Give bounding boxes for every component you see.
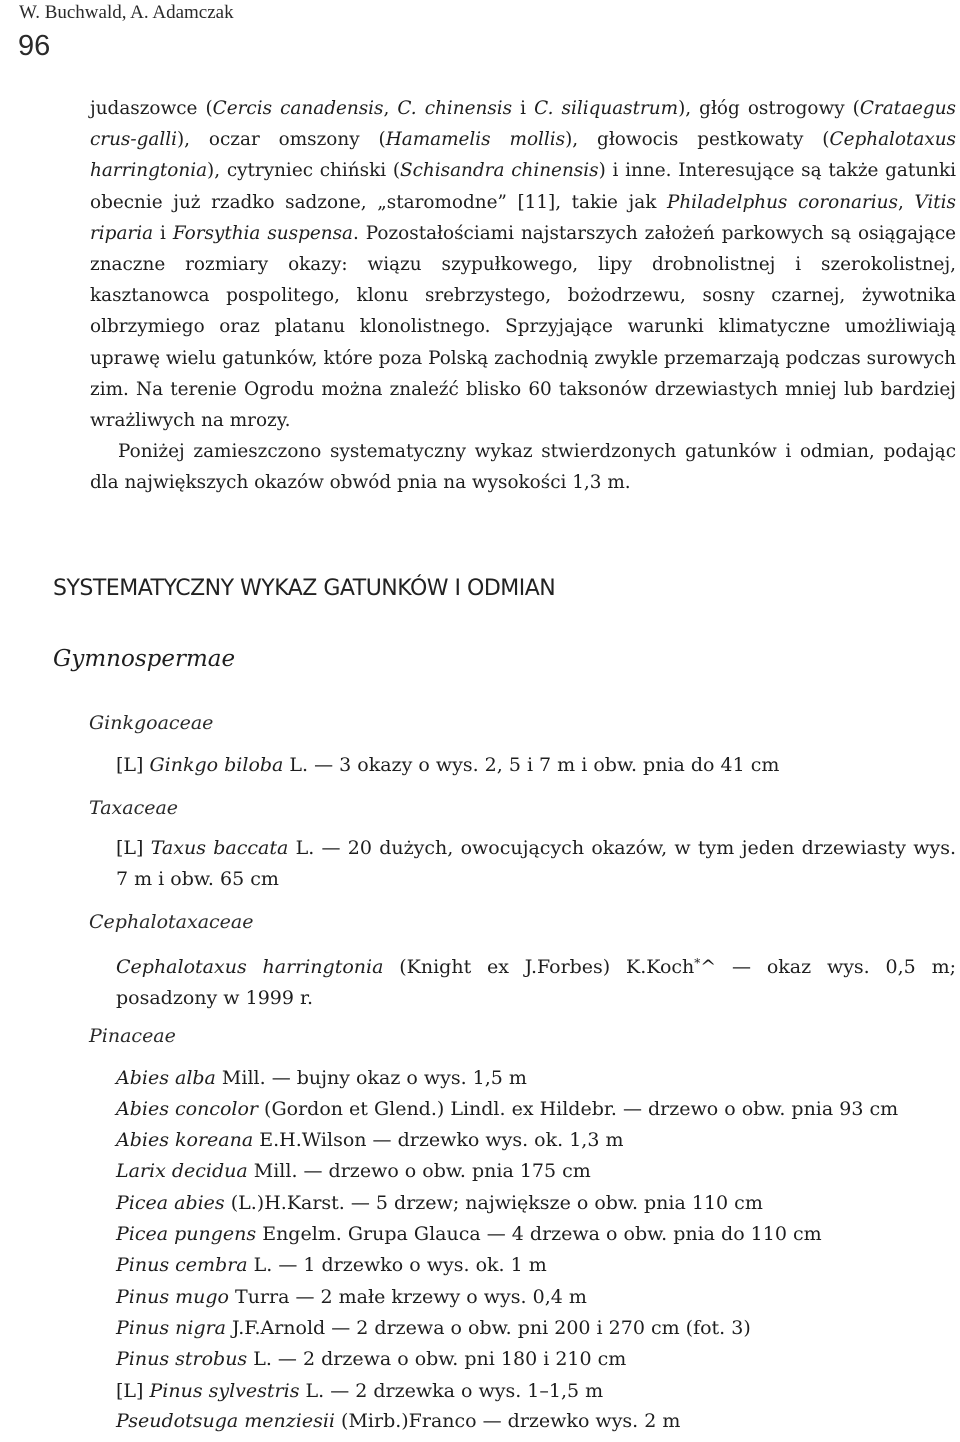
species-entry: Pseudotsuga menziesii (Mirb.)Franco — drzewko wys. 2 m [116,1410,681,1432]
page-number: 96 [18,30,51,62]
species-entry: [L] Ginkgo biloba L. — 3 okazy o wys. 2, 5 i 7 m i obw. pnia do 41 cm [116,754,780,776]
species-entry: Pinus cembra L. — 1 drzewko o wys. ok. 1 m [116,1254,547,1276]
species-entry: Picea pungens Engelm. Grupa Glauca — 4 drzewa o obw. pnia do 110 cm [116,1223,822,1245]
intro-text [90,93,956,499]
running-head: W. Buchwald, A. Adamczak [19,2,234,23]
species-entry: Abies koreana E.H.Wilson — drzewko wys. ok. 1,3 m [116,1129,624,1151]
intro-paragraph-1: judaszowce (Cercis canadensis, C. chinensis i C. siliquastrum), głóg ostrogowy (Crataegus crus-galli), oczar omszony (Hamamelis mollis), głowocis pestkowaty (Cephalotaxus harringtonia), cytryniec chiński (Schisandra chinensis) i inne. Interesujące są także gatunki obecnie już rzadko sadzone, „staromodne” [11], takie jak Philadelphus coronarius, Vitis riparia i Forsythia suspensa. Pozostałościami najstarszych założeń parkowych są osiągające znaczne rozmiary okazy: wiązu szypułkowego, lipy drobnolistnej i szerokolistnej, kasztanowca pospolitego, klonu srebrzystego, bożodrzewu, sosny czarnej, żywotnika olbrzymiego oraz platanu klonolistnego. Sprzyjające warunki klimatyczne umożliwiają uprawę wielu gatunków, które poza Polską zachodnią zwykle przemarzają podczas surowych zim. Na terenie Ogrodu można znaleźć blisko 60 taksonów drzewiastych mniej lub bardziej wrażliwych na mrozy. [90,98,957,432]
species-entry: [L] Pinus sylvestris L. — 2 drzewka o wys. 1–1,5 m [116,1380,604,1402]
family-heading-cephalotaxaceae: Cephalotaxaceae [89,911,254,933]
group-title: Gymnospermae [53,646,236,672]
species-entry: Pinus strobus L. — 2 drzewa o obw. pni 180 i 210 cm [116,1348,627,1370]
species-entry: Picea abies (L.)H.Karst. — 5 drzew; największe o obw. pnia 110 cm [116,1192,763,1214]
family-heading-pinaceae: Pinaceae [89,1025,176,1047]
species-entry: [L] Taxus baccata L. — 20 dużych, owocujących okazów, w tym jeden drzewiasty wys. 7 m i obw. 65 cm [116,837,956,891]
species-entry: Abies concolor (Gordon et Glend.) Lindl. ex Hildebr. — drzewo o obw. pnia 93 cm [116,1098,899,1120]
section-title: SYSTEMATYCZNY WYKAZ GATUNKÓW I ODMIAN [53,576,556,601]
species-entry: Larix decidua Mill. — drzewo o obw. pnia 175 cm [116,1160,591,1182]
species-entry: Pinus nigra J.F.Arnold — 2 drzewa o obw. pni 200 i 270 cm (fot. 3) [116,1317,751,1339]
family-heading-ginkgoaceae: Ginkgoaceae [89,712,214,734]
species-entry: Cephalotaxus harringtonia (Knight ex J.Forbes) K.Koch*^ — okaz wys. 0,5 m; posadzony w 1999 r. [116,956,956,1010]
species-entry: Abies alba Mill. — bujny okaz o wys. 1,5 m [116,1067,527,1089]
family-heading-taxaceae: Taxaceae [89,797,179,819]
species-entry: Pinus mugo Turra — 2 małe krzewy o wys. 0,4 m [116,1286,587,1308]
intro-paragraph-2: Poniżej zamieszczono systematyczny wykaz stwierdzonych gatunków i odmian, podając dla największych okazów obwód pnia na wysokości 1,3 m. [90,441,956,494]
